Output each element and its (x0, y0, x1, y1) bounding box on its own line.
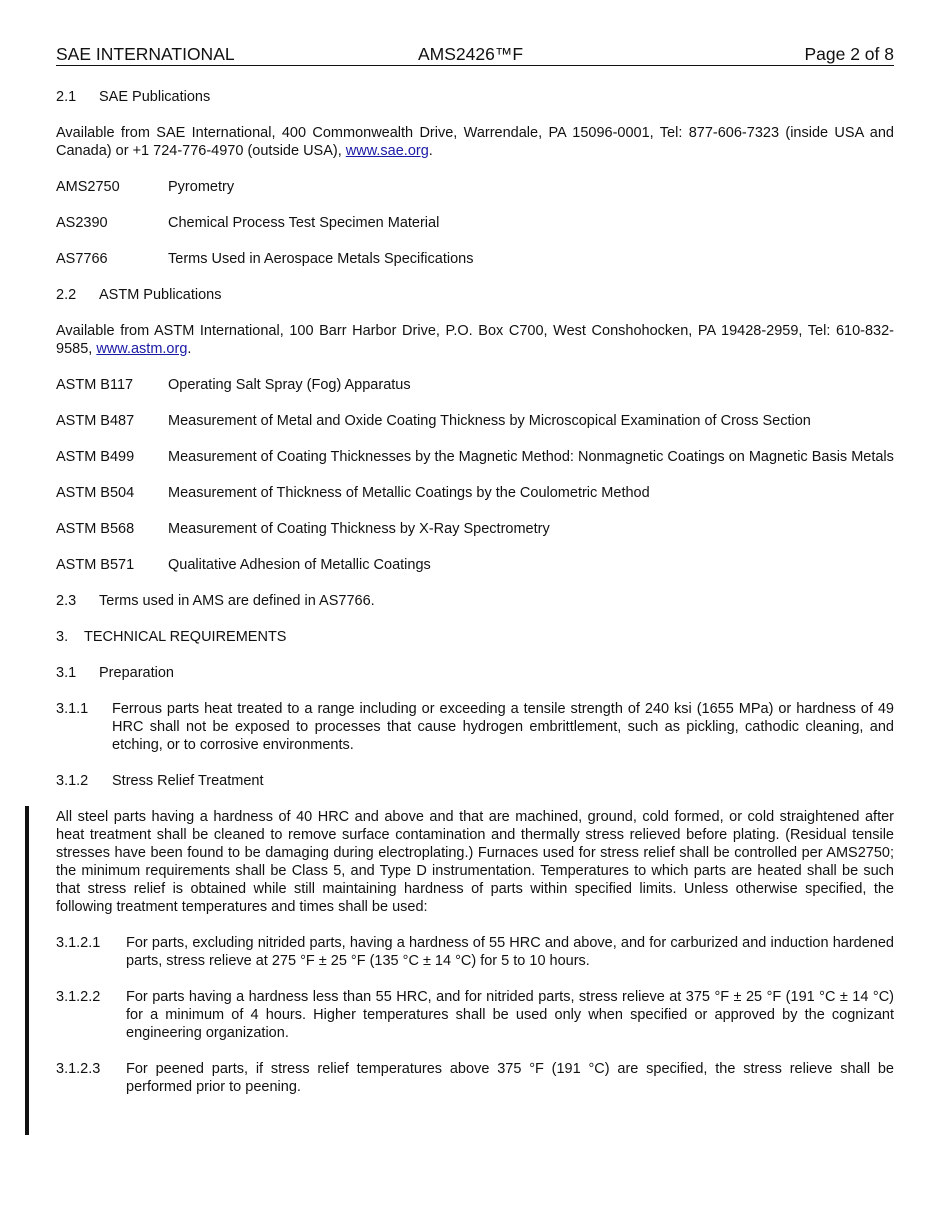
section-2-3 (56, 592, 894, 610)
sae-availability-paragraph (56, 124, 894, 160)
item-number: 3.1.2.3 (56, 1061, 101, 1077)
item-text: For peened parts, if stress relief temperatures above 375 °F (191 °C) are specified, the stress relieve shall be performed prior to peening. (126, 1061, 894, 1095)
ref-title: Qualitative Adhesion of Metallic Coatings (168, 557, 431, 573)
stress-relief-paragraph: All steel parts having a hardness of 40 HRC and above and that are machined, ground, cold formed, or cold straightened after heat treatment shall be cleaned to remove surface contamination and thermally stress relieved before plating. (Residual tensile stresses have been found to be damaging during electroplating.) Furnaces used for stress relief shall be controlled per AMS2750; the minimum requirements shall be Class 5, and Type D instrumentation. Temperatures to which parts are heated shall be such that stress relief is obtained while still maintaining hardness of parts within specified limits. Unless otherwise specified, the following treatment temperatures and times shall be used: (56, 809, 894, 915)
ref-title: Measurement of Metal and Oxide Coating Thickness by Microscopical Examination of Cross Section (168, 413, 811, 429)
item-text: Ferrous parts heat treated to a range including or exceeding a tensile strength of 240 ksi (1655 MPa) or hardness of 49 HRC shall not be exposed to processes that cause hydrogen embrittlement, such as pickling, cathodic cleaning, and etching, or to corrosive environments. (112, 701, 894, 753)
ref-title: Measurement of Coating Thickness by X-Ray Spectrometry (168, 521, 550, 537)
section-title: Stress Relief Treatment (112, 773, 264, 789)
ref-code: ASTM B568 (56, 521, 135, 537)
section-text: Terms used in AMS are defined in AS7766. (99, 593, 375, 609)
section-2-1-heading (56, 88, 894, 106)
revision-change-bar (25, 806, 29, 1135)
reference-row (56, 412, 894, 430)
section-title: ASTM Publications (99, 287, 222, 303)
astm-website-link[interactable]: www.astm.org (96, 341, 188, 357)
ref-code: ASTM B571 (56, 557, 135, 573)
header-doc-number: AMS2426™F (418, 44, 524, 64)
section-number: 3.1.2 (56, 773, 89, 789)
section-3-1-1 (56, 700, 894, 754)
ref-code: ASTM B117 (56, 377, 134, 393)
header-org: SAE INTERNATIONAL (56, 44, 235, 64)
ref-code: AS2390 (56, 215, 108, 231)
reference-row (56, 250, 894, 268)
header-page-number: Page 2 of 8 (804, 44, 894, 64)
ref-code: AS7766 (56, 251, 108, 267)
ref-title: Measurement of Thickness of Metallic Coatings by the Coulometric Method (168, 485, 650, 501)
item-number: 3.1.1 (56, 701, 89, 717)
availability-text: Available from ASTM International, 100 Barr Harbor Drive, P.O. Box C700, West Conshohocken, PA 19428-2959, Tel: 610-832-9585, (56, 323, 894, 357)
ref-code: ASTM B487 (56, 413, 135, 429)
period: . (428, 143, 433, 159)
section-3-heading (56, 628, 894, 646)
document-body (56, 88, 894, 1096)
section-3-1-2-heading (56, 772, 894, 790)
section-number: 3.1 (56, 665, 77, 681)
ref-title: Operating Salt Spray (Fog) Apparatus (168, 377, 411, 393)
item-number: 3.1.2.2 (56, 989, 101, 1005)
ref-title: Measurement of Coating Thicknesses by the Magnetic Method: Nonmagnetic Coatings on Magnetic Basis Metals (168, 449, 894, 465)
reference-row (56, 448, 894, 466)
reference-row (56, 376, 894, 394)
ref-title: Chemical Process Test Specimen Material (168, 215, 440, 231)
reference-row (56, 520, 894, 538)
section-3-1-2-1 (56, 934, 894, 970)
reference-row (56, 484, 894, 502)
reference-row (56, 556, 894, 574)
astm-availability-paragraph (56, 322, 894, 358)
ref-code: ASTM B504 (56, 485, 135, 501)
item-text: For parts having a hardness less than 55 HRC, and for nitrided parts, stress relieve at 375 °F ± 25 °F (191 °C ± 14 °C) for a minimum of 4 hours. Higher temperatures shall be used only when specified or approved by the cognizant engineering organization. (126, 989, 894, 1041)
section-title: TECHNICAL REQUIREMENTS (84, 629, 287, 645)
ref-code: AMS2750 (56, 179, 120, 195)
reference-row (56, 178, 894, 196)
reference-row (56, 214, 894, 232)
section-3-1-heading (56, 664, 894, 682)
section-2-2-heading (56, 286, 894, 304)
section-3-1-2-3 (56, 1060, 894, 1096)
sae-website-link[interactable]: www.sae.org (345, 143, 429, 159)
section-number: 3. (56, 629, 69, 645)
page-header (56, 44, 894, 66)
document-page (56, 44, 894, 1114)
section-3-1-2-2 (56, 988, 894, 1042)
ref-code: ASTM B499 (56, 449, 135, 465)
item-number: 3.1.2.1 (56, 935, 101, 951)
ref-title: Pyrometry (168, 179, 235, 195)
period: . (187, 341, 192, 357)
section-title: Preparation (99, 665, 174, 681)
section-number: 2.2 (56, 287, 77, 303)
section-title: SAE Publications (99, 89, 211, 105)
item-text: For parts, excluding nitrided parts, having a hardness of 55 HRC and above, and for carburized and induction hardened parts, stress relieve at 275 °F ± 25 °F (135 °C ± 14 °C) for 5 to 10 hours. (126, 935, 894, 969)
ref-title: Terms Used in Aerospace Metals Specifications (168, 251, 474, 267)
availability-text: Available from SAE International, 400 Commonwealth Drive, Warrendale, PA 15096-0001, Tel: 877-606-7323 (inside USA and Canada) or +1 724-776-4970 (outside USA), (56, 125, 894, 159)
section-number: 2.1 (56, 89, 77, 105)
section-number: 2.3 (56, 593, 77, 609)
